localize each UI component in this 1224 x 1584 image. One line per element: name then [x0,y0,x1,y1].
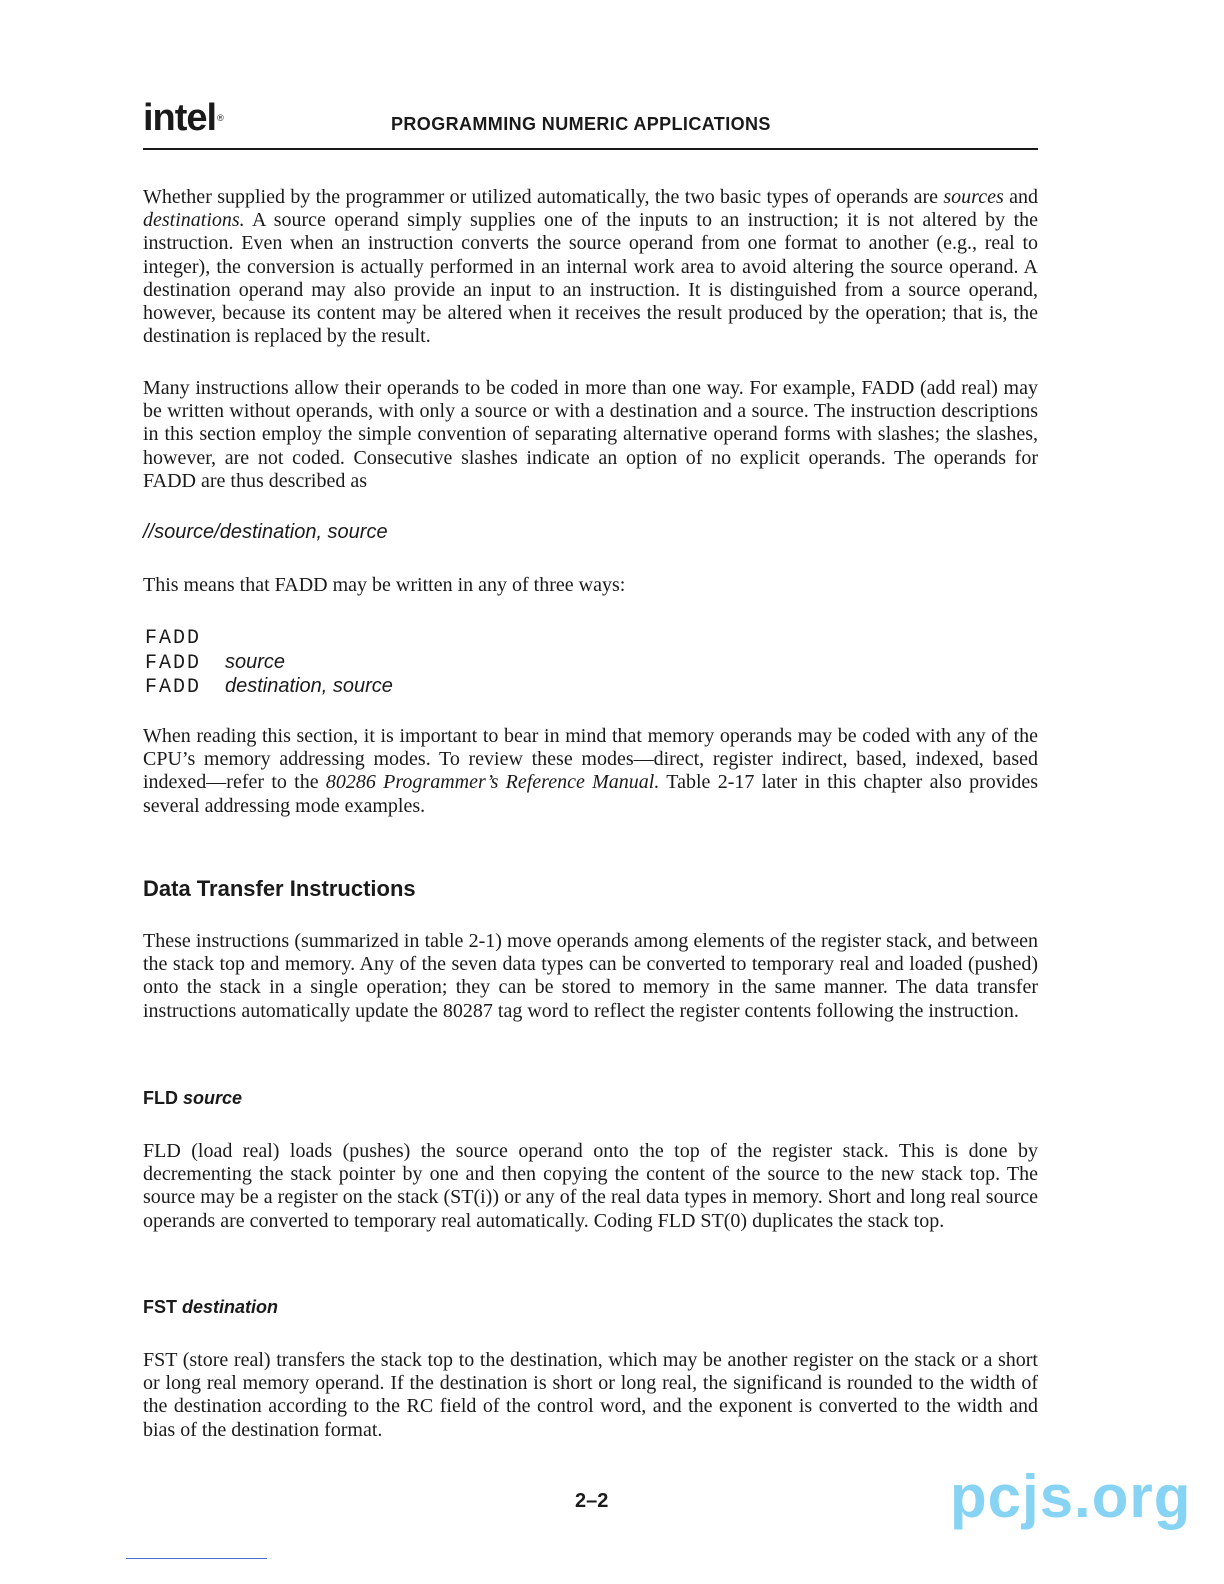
paragraph-addressing-modes: When reading this section, it is important to bear in mind that memory operands may be coded with any of the CPU’s memory addressing modes. To review these modes—direct, register indirect, based, indexed, based indexed—refer to the 80286 Programmer’s Reference Manual. Table 2-17 later in this chapter also provides several addressing mode examples. [143,725,1038,817]
code-line: FADD source [145,650,286,675]
code-line: FADD [145,627,202,650]
paragraph-operands: Whether supplied by the programmer or utilized automatically, the two basic types of operands are sources and destinations. A source operand simply supplies one of the inputs to an instruction; it is not altered by the instruction. Even when an instruction converts the source operand from one format to another (e.g., real to integer), the conversion is actually performed in an internal work area to avoid altering the source operand. A destination operand may also provide an input to an instruction. It is distinguished from a source operand, however, because its content may be altered when it receives the result produced by the operation; that is, the destination is replaced by the result. [143,186,1038,348]
code-line: FADD destination, source [145,675,393,699]
fld-heading: FLD source [143,1088,243,1108]
intel-logo: intel® [143,97,223,139]
paragraph-fst: FST (store real) transfers the stack top to the destination, which may be another register on the stack or a short or long real memory operand. If the destination is short or long real, the significand is rounded to the width of the destination according to the RC field of the control word, and the exponent is converted to the width and bias of the destination format. [143,1349,1038,1441]
code-example [145,626,393,700]
paragraph-fld: FLD (load real) loads (pushes) the source operand onto the top of the register stack. This is done by decrementing the stack pointer by one and then copying the content of the source to the new stack top. The source may be a register on the stack (ST(i)) or any of the real data types in memory. Short and long real source operands are converted to temporary real automatically. Coding FLD ST(0) duplicates the stack top. [143,1140,1038,1232]
page-number: 2–2 [575,1490,609,1512]
paragraph-operand-forms: Many instructions allow their operands to be coded in more than one way. For example, FADD (add real) may be written without operands, with only a source or with a destination and a source. The instruction descriptions in this section employ the simple convention of separating alternative operand forms with slashes; the slashes, however, are not coded. Consecutive slashes indicate an option of no explicit operands. The operands for FADD are thus described as [143,377,1038,492]
footer-rule [126,1558,267,1559]
section-heading: Data Transfer Instructions [143,876,416,901]
page-header [143,96,1038,150]
paragraph-data-transfer: These instructions (summarized in table 2-1) move operands among elements of the register stack, and between the stack top and memory. Any of the seven data types can be converted to temporary real and loaded (pushed) onto the stack in a single operation; they can be stored to memory in the same manner. The data transfer instructions automatically update the 80287 tag word to reflect the register contents following the instruction. [143,930,1038,1022]
watermark: pcjs.org [950,1463,1192,1530]
paragraph-three-ways: This means that FADD may be written in any of three ways: [143,574,626,596]
operand-syntax: //source/destination, source [143,521,388,543]
page-title: PROGRAMMING NUMERIC APPLICATIONS [391,114,771,134]
fst-heading: FST destination [143,1297,279,1317]
